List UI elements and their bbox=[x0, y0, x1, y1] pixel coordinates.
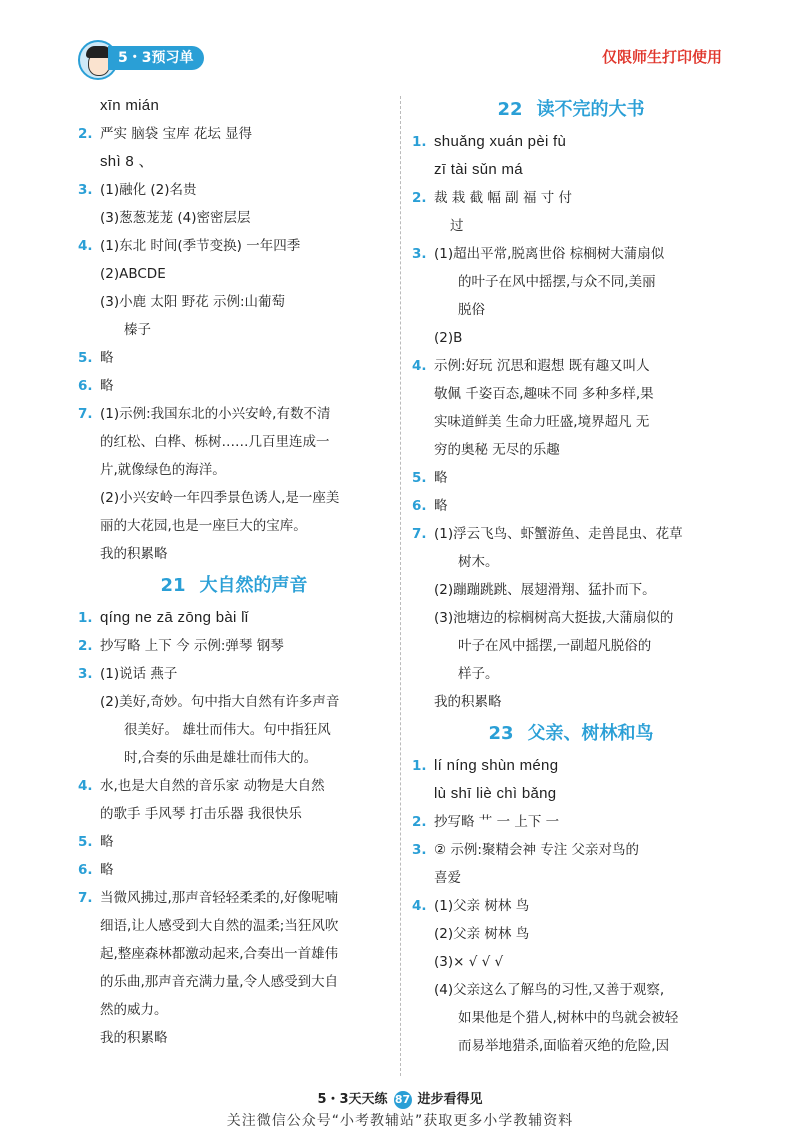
section-title-23: 23 父亲、树林和鸟 bbox=[488, 723, 654, 744]
answer-line: (1)父亲 树林 鸟 bbox=[434, 898, 530, 914]
item-number: 6. bbox=[78, 378, 93, 394]
item-number: 4. bbox=[412, 898, 427, 914]
answer-line: (2)B bbox=[434, 330, 463, 346]
answer-line: 样子。 bbox=[458, 666, 499, 682]
answer-line: 穷的奥秘 无尽的乐趣 bbox=[434, 442, 560, 458]
usage-restriction: 仅限师生打印使用 bbox=[601, 48, 722, 66]
answer-line: 如果他是个猎人,树林中的鸟就会被轻 bbox=[458, 1010, 679, 1026]
answer-line: 我的积累略 bbox=[434, 694, 502, 710]
answer-line: 喜爱 bbox=[434, 870, 461, 886]
item-number: 6. bbox=[412, 498, 427, 514]
answer-line: (1)东北 时间(季节变换) 一年四季 bbox=[100, 238, 301, 254]
answer-line: (1)示例:我国东北的小兴安岭,有数不清 bbox=[100, 406, 331, 422]
answer-line: (2)小兴安岭一年四季景色诱人,是一座美 bbox=[100, 490, 340, 506]
page-footer bbox=[0, 1088, 800, 1110]
answer-line: 的歌手 手风琴 打击乐器 我很快乐 bbox=[100, 806, 302, 822]
item-number: 1. bbox=[412, 134, 427, 150]
item-number: 4. bbox=[78, 778, 93, 794]
answer-line: 略 bbox=[100, 378, 114, 394]
item-number: 3. bbox=[412, 842, 427, 858]
left-column bbox=[78, 92, 390, 1052]
footer-series: 5・3天天练 bbox=[317, 1092, 388, 1107]
answer-line: 的乐曲,那声音充满力量,令人感受到大自 bbox=[100, 974, 339, 990]
answer-line: 我的积累略 bbox=[100, 1030, 168, 1046]
item-number: 7. bbox=[78, 406, 93, 422]
answer-line: 略 bbox=[100, 350, 114, 366]
right-column bbox=[412, 92, 730, 1060]
answer-line: 然的威力。 bbox=[100, 1002, 168, 1018]
answer-line: (2)父亲 树林 鸟 bbox=[434, 926, 530, 942]
answer-line: 抄写略 艹 一 上下 一 bbox=[434, 814, 560, 830]
answer-line: lù shī liè chì bǎng bbox=[434, 785, 557, 802]
section-title-21: 21 大自然的声音 bbox=[160, 575, 308, 596]
answer-line: (3)葱葱茏茏 (4)密密层层 bbox=[100, 210, 251, 226]
item-number: 5. bbox=[78, 350, 93, 366]
answer-line: (1)浮云飞鸟、虾蟹游鱼、走兽昆虫、花草 bbox=[434, 526, 683, 542]
answer-line: (3)池塘边的棕榈树高大挺拔,大蒲扇似的 bbox=[434, 610, 674, 626]
page-header bbox=[0, 0, 800, 90]
answer-line: shuǎng xuán pèi fù bbox=[434, 133, 567, 150]
answer-line: ② 示例:聚精会神 专注 父亲对鸟的 bbox=[434, 842, 640, 858]
answer-line: qíng ne zā zōng bài lǐ bbox=[100, 609, 249, 626]
answer-line: (2)蹦蹦跳跳、展翅滑翔、猛扑而下。 bbox=[434, 582, 656, 598]
answer-line: 敬佩 千姿百态,趣味不同 多种多样,果 bbox=[434, 386, 654, 402]
answer-line: zī tài sǔn má bbox=[434, 161, 523, 178]
answer-line: 很美好。 雄壮而伟大。句中指狂风 bbox=[124, 722, 331, 738]
answer-line: 严实 脑袋 宝库 花坛 显得 bbox=[100, 126, 253, 142]
item-number: 3. bbox=[412, 246, 427, 262]
answer-line: 的叶子在风中摇摆,与众不同,美丽 bbox=[458, 274, 656, 290]
answer-line: 过 bbox=[450, 218, 464, 234]
answer-line: 裁 栽 截 幅 副 福 寸 付 bbox=[434, 190, 573, 206]
item-number: 1. bbox=[412, 758, 427, 774]
answer-line: 略 bbox=[434, 498, 448, 514]
answer-line: 片,就像绿色的海洋。 bbox=[100, 462, 226, 478]
item-number: 3. bbox=[78, 666, 93, 682]
item-number: 3. bbox=[78, 182, 93, 198]
item-number: 1. bbox=[78, 610, 93, 626]
answer-line: (1)超出平常,脱离世俗 棕榈树大蒲扇似 bbox=[434, 246, 665, 262]
answer-line: 丽的大花园,也是一座巨大的宝库。 bbox=[100, 518, 307, 534]
item-number: 5. bbox=[78, 834, 93, 850]
answer-line: 示例:好玩 沉思和遐想 既有趣又叫人 bbox=[434, 358, 650, 374]
answer-line: (2)美好,奇妙。句中指大自然有许多声音 bbox=[100, 694, 340, 710]
answer-line: 时,合奏的乐曲是雄壮而伟大的。 bbox=[124, 750, 318, 766]
answer-line: 水,也是大自然的音乐家 动物是大自然 bbox=[100, 778, 325, 794]
footer-slogan: 进步看得见 bbox=[417, 1092, 483, 1107]
item-number: 7. bbox=[78, 890, 93, 906]
item-number: 7. bbox=[412, 526, 427, 542]
answer-line: lí níng shùn méng bbox=[434, 757, 559, 774]
item-number: 4. bbox=[78, 238, 93, 254]
answer-line: 脱俗 bbox=[458, 302, 485, 318]
page-number: 87 bbox=[394, 1091, 412, 1109]
section-title-22: 22 读不完的大书 bbox=[497, 99, 645, 120]
answer-line: (4)父亲这么了解鸟的习性,又善于观察, bbox=[434, 982, 665, 998]
item-number: 2. bbox=[78, 638, 93, 654]
answer-line: 的红松、白桦、栎树……几百里连成一 bbox=[100, 434, 330, 450]
answer-line: 略 bbox=[100, 862, 114, 878]
answer-line: 我的积累略 bbox=[100, 546, 168, 562]
answer-line: 细语,让人感受到大自然的温柔;当狂风吹 bbox=[100, 918, 339, 934]
answer-line: (3)小鹿 太阳 野花 示例:山葡萄 bbox=[100, 294, 286, 310]
answer-line: xīn mián bbox=[100, 97, 160, 114]
item-number: 2. bbox=[412, 190, 427, 206]
answer-line: 叶子在风中摇摆,一副超凡脱俗的 bbox=[458, 638, 652, 654]
answer-line: (1)说话 燕子 bbox=[100, 666, 178, 682]
answer-line: 树木。 bbox=[458, 554, 499, 570]
answer-line: 起,整座森林都激动起来,合奏出一首雄伟 bbox=[100, 946, 339, 962]
answer-line: shì 8 、 bbox=[100, 153, 154, 170]
promo-note: 关注微信公众号“小考教辅站”获取更多小学教辅资料 bbox=[226, 1113, 574, 1129]
answer-line: 略 bbox=[100, 834, 114, 850]
item-number: 6. bbox=[78, 862, 93, 878]
answer-line: 抄写略 上下 今 示例:弹琴 钢琴 bbox=[100, 638, 284, 654]
column-divider bbox=[400, 96, 401, 1076]
item-number: 2. bbox=[78, 126, 93, 142]
answer-line: 而易举地猎杀,面临着灭绝的危险,因 bbox=[458, 1038, 670, 1054]
answer-line: (3)× √ √ √ bbox=[434, 954, 504, 970]
item-number: 4. bbox=[412, 358, 427, 374]
answer-line: (2)ABCDE bbox=[100, 266, 166, 282]
item-number: 2. bbox=[412, 814, 427, 830]
answer-line: 当微风拂过,那声音轻轻柔柔的,好像呢喃 bbox=[100, 890, 339, 906]
answer-line: 略 bbox=[434, 470, 448, 486]
item-number: 5. bbox=[412, 470, 427, 486]
answer-line: 榛子 bbox=[124, 322, 151, 338]
brand-label: 5・3预习单 bbox=[108, 46, 204, 70]
answer-line: 实味道鲜美 生命力旺盛,境界超凡 无 bbox=[434, 414, 650, 430]
answer-line: (1)融化 (2)名贵 bbox=[100, 182, 197, 198]
